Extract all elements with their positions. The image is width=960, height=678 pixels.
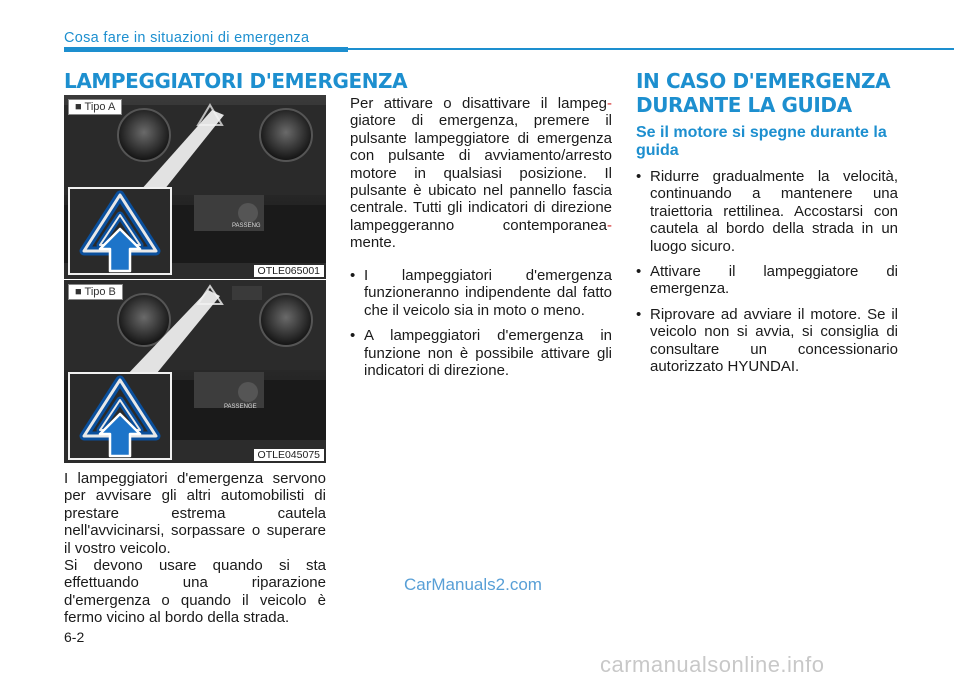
section-header-title: Cosa fare in situazioni di emergenza (64, 30, 310, 46)
press-arrow-icon (98, 412, 142, 458)
left-knob-a (118, 109, 170, 161)
page-number: 6-2 (64, 629, 85, 645)
emergency-driving-title-line2: DURANTE LA GUIDA (636, 93, 852, 117)
list-item: • Attivare il lampeggiatore di emergenza. (636, 263, 898, 298)
figure-label-type-b: ■ Tipo B (68, 284, 123, 300)
figure-type-b (64, 280, 326, 463)
figure-code-a: OTLE065001 (254, 265, 324, 277)
press-arrow-icon (98, 227, 142, 273)
middle-paragraph-part-1: Per attivare o disattivare il lampeg (350, 95, 607, 112)
hazard-button-closeup-b (68, 372, 172, 460)
panel-text-a: PASSENG (232, 223, 261, 229)
hazard-button-closeup-a (68, 187, 172, 275)
figure-code-b: OTLE045075 (254, 449, 324, 461)
watermark-carmanuals2: CarManuals2.com (404, 575, 542, 594)
hyphen-mark-1: - (607, 95, 612, 112)
list-item: • Ridurre gradualmente la velocità, continuando a mantenere una traiettoria rettilinea. Accostarsi con cautela al bordo della strada in un luogo sicuro. (636, 168, 898, 255)
middle-paragraph-part-2: giatore di emergenza, premere il pulsante lampeggiatore di emergenza con pulsante di avviamento/arresto motore in qualsiasi posizione. Il pulsante è ubicato nel pannello fascia centrale. Tutti gli indicatori di direzione lampeggeranno contemporanea (350, 112, 612, 234)
middle-paragraph (350, 95, 612, 252)
left-paragraph-2: Si devono usare quando si sta effettuando una riparazione d'emergenza o quando il veicolo è fermo vicino al bordo della strada. (64, 557, 326, 627)
engine-stall-subtitle: Se il motore si spegne durante la guida (636, 124, 887, 159)
hazard-section-title: LAMPEGGIATORI D'EMERGENZA (64, 69, 408, 93)
figure-label-type-a: ■ Tipo A (68, 99, 122, 115)
middle-paragraph-part-3: mente. (350, 234, 396, 252)
right-knob-a (260, 109, 312, 161)
left-paragraph-1: I lampeggiatori d'emergenza servono per avvisare gli altri automobilisti di prestare estrema cautela nell'avvicinarsi, sorpassare o superare il vostro veicolo. (64, 470, 326, 557)
right-knob-b (260, 294, 312, 346)
emergency-driving-title-line1: IN CASO D'EMERGENZA (636, 69, 891, 93)
list-item: • Riprovare ad avviare il motore. Se il veicolo non si avvia, si consiglia di consultare un concessionario autorizzato HYUNDAI. (636, 306, 898, 376)
watermark-carmanualsonline: carmanualsonline.info (600, 652, 825, 677)
list-item: • A lampeggiatori d'emergenza in funzione non è possibile attivare gli indicatori di direzione. (350, 327, 612, 379)
middle-bullet-list (350, 267, 612, 387)
header-accent-bar (64, 47, 348, 52)
panel-text-b: PASSENGE (224, 404, 257, 410)
right-bullet-list (636, 168, 898, 383)
hyphen-mark-2: - (607, 216, 612, 234)
header-rule-line (348, 48, 954, 50)
list-item: • I lampeggiatori d'emergenza funzioneranno indipendente dal fatto che il veicolo sia in moto o meno. (350, 267, 612, 319)
figure-type-a (64, 95, 326, 279)
